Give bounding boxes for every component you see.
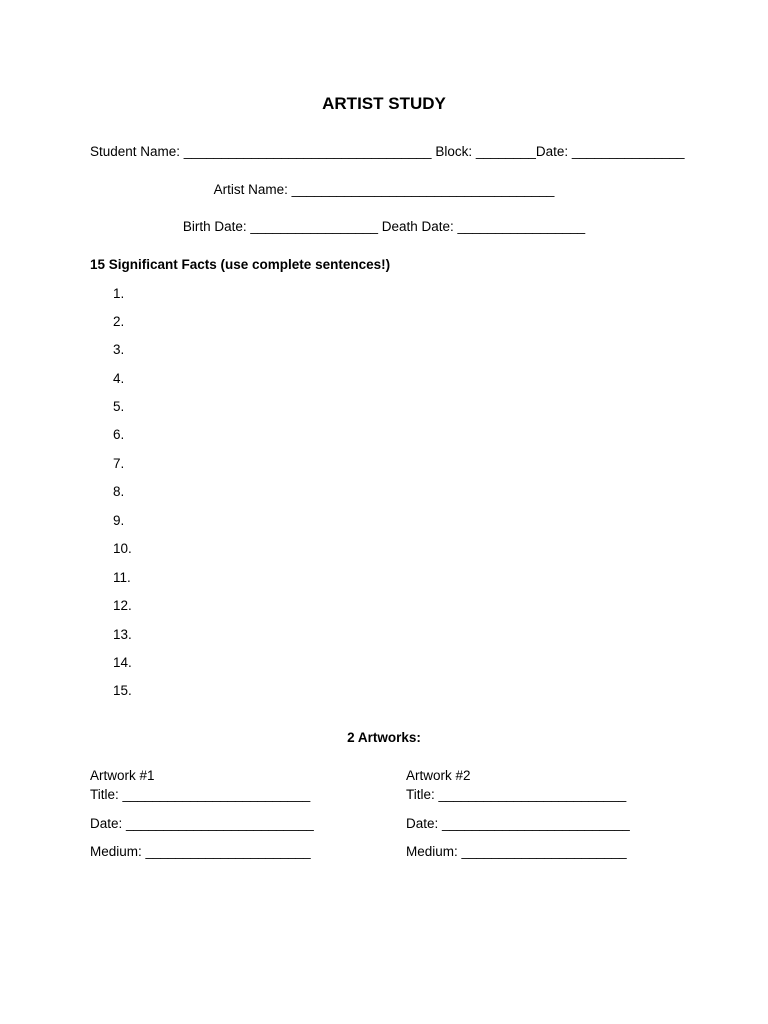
artwork2-label: Artwork #2 bbox=[406, 768, 471, 783]
fact-item-5: 5. bbox=[113, 399, 125, 414]
fact-item-7: 7. bbox=[113, 456, 125, 471]
artworks-heading: 2 Artworks: bbox=[347, 730, 421, 745]
fact-item-14: 14. bbox=[113, 655, 132, 670]
artwork1-title-line: Title: _________________________ bbox=[90, 787, 311, 802]
fact-item-13: 13. bbox=[113, 627, 132, 642]
fact-item-10: 10. bbox=[113, 541, 132, 556]
fact-item-12: 12. bbox=[113, 598, 132, 613]
fact-item-1: 1. bbox=[113, 286, 125, 301]
artwork2-title-line: Title: _________________________ bbox=[406, 787, 627, 802]
artist-name-line: Artist Name: ___________________________________ bbox=[213, 182, 555, 197]
artwork2-medium-line: Medium: ______________________ bbox=[406, 844, 627, 859]
student-name-line: Student Name: _________________________________ Block: ________Date: _______________ bbox=[90, 144, 685, 159]
fact-item-6: 6. bbox=[113, 427, 125, 442]
fact-item-11: 11. bbox=[113, 570, 131, 585]
birth-death-date-line: Birth Date: _________________ Death Date: _________________ bbox=[182, 219, 586, 234]
fact-item-3: 3. bbox=[113, 342, 125, 357]
fact-item-9: 9. bbox=[113, 513, 125, 528]
artwork1-label: Artwork #1 bbox=[90, 768, 155, 783]
artwork1-medium-line: Medium: ______________________ bbox=[90, 844, 311, 859]
facts-heading: 15 Significant Facts (use complete sentences!) bbox=[90, 257, 391, 272]
page-title: ARTIST STUDY bbox=[322, 94, 446, 113]
fact-item-4: 4. bbox=[113, 371, 125, 386]
fact-item-2: 2. bbox=[113, 314, 125, 329]
artwork1-date-line: Date: _________________________ bbox=[90, 816, 314, 831]
artwork2-date-line: Date: _________________________ bbox=[406, 816, 630, 831]
fact-item-15: 15. bbox=[113, 683, 132, 698]
fact-item-8: 8. bbox=[113, 484, 125, 499]
